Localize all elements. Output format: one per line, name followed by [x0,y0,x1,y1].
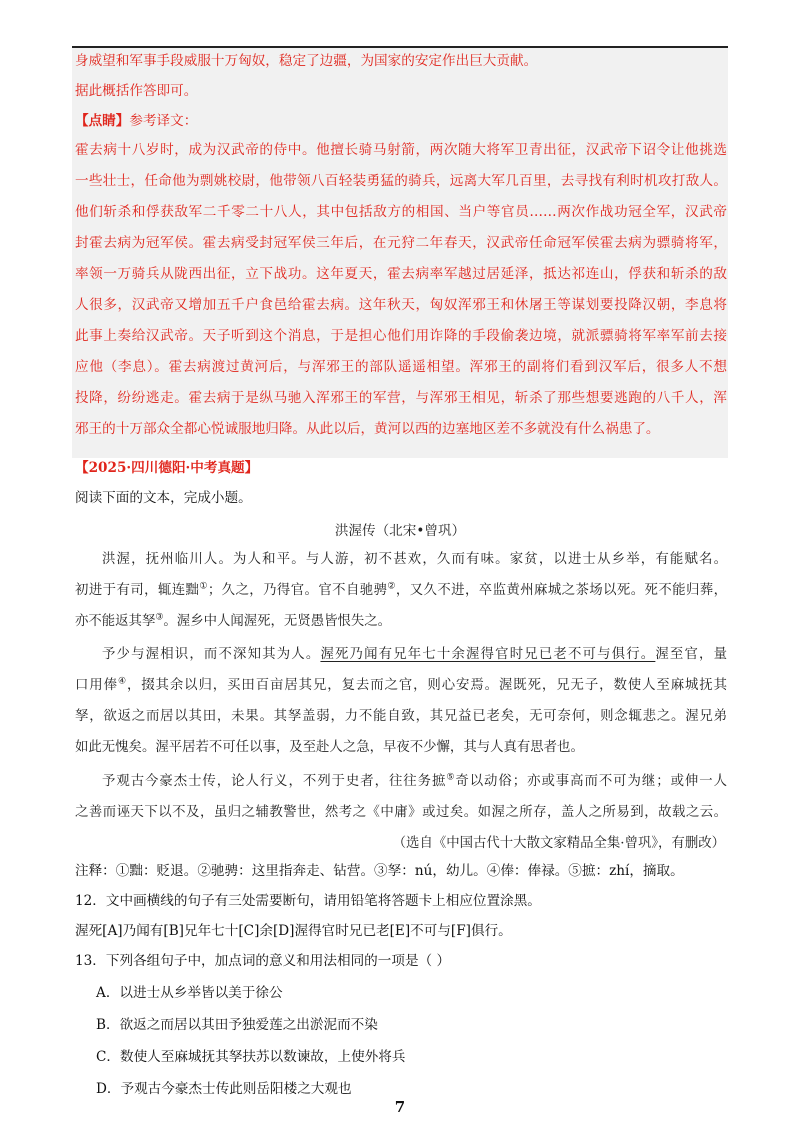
translation-line: 封霍去病为冠军侯。霍去病受封冠军侯三年后，在元狩二年春天，汉武帝任命冠军侯霍去病为骠骑将军， [75,235,727,251]
option-a[interactable]: A．以进士从乡举皆以美于徐公 [96,985,283,1001]
passage-fragment: 。渥乡中人闻渥死，无贤愚皆恨失之。 [163,614,392,629]
passage-line [75,610,391,629]
instruction: 阅读下面的文本，完成小题。 [75,490,252,506]
passage-line: 之善而诬天下以不及，虽归之辅教警世，然考之《中庸》或过矣。如渥之所存，盖人之所易到，故载之云。 [75,805,727,820]
translation-line: 人很多，汉武帝又增加五千户食邑给霍去病。这年秋天，匈奴浑邪王和休屠王等谋划要投降汉朝，李息将 [75,297,727,313]
note-mark: ② [387,581,396,592]
dianjing-text: 参考译文： [129,113,198,129]
question-12-stem: 12．文中画横线的句子有三处需要断句，请用铅笔将答题卡上相应位置涂黑。 [75,893,541,909]
passage-fragment: 初进于有司，辄连黜 [75,583,200,598]
passage-fragment: ；久之，乃得官。官不自驰骋 [207,583,388,598]
passage-source: （选自《中国古代十大散文家精品全集·曾巩》，有删改） [392,836,725,851]
passage-line: 洪渥，抚州临川人。为人和平。与人游，初不甚欢，久而有味。家贫，以进士从乡举，有能赋名。 [102,552,727,567]
translation-line: 霍去病十八岁时，成为汉武帝的侍中。他擅长骑马射箭，两次随大将军卫青出征，汉武帝下诏令让他挑选 [75,142,727,158]
dianjing-label: 【点睛】 [75,113,130,129]
note-mark: ⑤ [446,772,456,783]
underlined-sentence: 渥死乃闻有兄年七十余渥得官时兄已老不可与俱行。 [320,647,656,662]
translation-line: 投降，纷纷逃走。霍去病于是纵马驰入浑邪王的军营，与浑邪王相见，斩杀了那些想要逃跑的八千人，浑 [75,390,727,406]
translation-line: 一些壮士，任命他为剽姚校尉，他带领八百轻装勇猛的骑兵，远离大军几百里，去寻找有利时机攻打敌人。 [75,173,727,189]
translation-line: 他们斩杀和俘获敌军二千零二十八人，其中包括敌方的相国、当户等官员……两次作战功冠全军，汉武帝 [75,204,727,220]
passage-fragment: 亦不能返其孥 [75,614,156,629]
translation-line: 此事上奏给汉武帝。天子听到这个消息，于是担心他们用诈降的手段偷袭边境，就派骠骑将军率军前去接 [75,328,727,344]
option-c[interactable]: C．数使人至麻城抚其孥扶苏以数谏故，上使外将兵 [96,1049,406,1065]
passage-fragment: 口用俸 [75,678,118,693]
passage-fragment: 予观古今豪杰士传，论人行义，不列于史者，往往务摭 [102,774,447,789]
passage-fragment: ，又久不进，卒监黄州麻城之茶场以死。死不能归葬， [395,583,728,598]
dianjing-line [75,112,197,130]
passage-line [102,770,727,789]
analysis-line-2: 据此概括作答即可。 [75,83,198,99]
passage-line: 孥，欲返之而居以其田，未果。其孥盖弱，力不能自致，其兄益已老矣，无可奈何，则念辄悲之。渥兄弟 [75,709,727,724]
note-mark: ④ [117,676,127,687]
source-tag: 【2025·四川德阳·中考真题】 [75,460,259,476]
text-title: 洪渥传（北宋•曾巩） [334,523,466,539]
passage-line: 如此无愧矣。渥平居若不可任以事，及至赴人之急，早夜不少懈，其与人真有思者也。 [75,740,584,755]
passage-fragment: 奇以动俗；亦或事高而不可为继；或伸一人 [455,774,727,789]
question-13-stem: 13．下列各组句子中，加点词的意义和用法相同的一项是（ ） [75,953,451,969]
passage-line [75,674,727,693]
translation-line: 邪王的十万部众全都心悦诚服地归降。从此以后，黄河以西的边塞地区差不多就没有什么祸患了。 [75,421,660,437]
option-d[interactable]: D．予观古今豪杰士传此则岳阳楼之大观也 [96,1081,352,1097]
question-12-sentence: 渥死[A]乃闻有[B]兄年七十[C]余[D]渥得官时兄已老[E]不可与[F]俱行。 [75,923,512,939]
note-mark: ① [199,581,208,592]
translation-line: 应他（李息）。霍去病渡过黄河后，与浑邪王的部队遥遥相望。浑邪王的副将们看到汉军后，很多人不想 [75,359,727,375]
analysis-line-1: 身威望和军事手段威服十万匈奴，稳定了边疆，为国家的安定作出巨大贡献。 [75,53,538,69]
passage-line [75,579,727,598]
passage-fragment: ，掇其余以归，买田百亩居其兄，复去而之官，则心安焉。渥既死，兄无子，数使人至麻城抚其 [126,678,728,693]
notes: 注释：①黜：贬退。②驰骋：这里指奔走、钻营。③孥：nú，幼儿。④俸：俸禄。⑤摭：zhí，摘取。 [75,863,684,879]
passage-line [102,643,727,662]
passage-fragment: 渥至官，量 [655,647,728,662]
option-b[interactable]: B．欲返之而居以其田予独爱莲之出淤泥而不染 [96,1017,378,1033]
page-number: 7 [394,1098,406,1116]
translation-line: 率领一万骑兵从陇西出征，立下战功。这年夏天，霍去病率军越过居延泽，抵达祁连山，俘获和斩杀的敌 [75,266,727,282]
note-mark: ③ [155,612,164,623]
passage-fragment: 予少与渥相识，而不深知其为人。 [102,647,321,662]
